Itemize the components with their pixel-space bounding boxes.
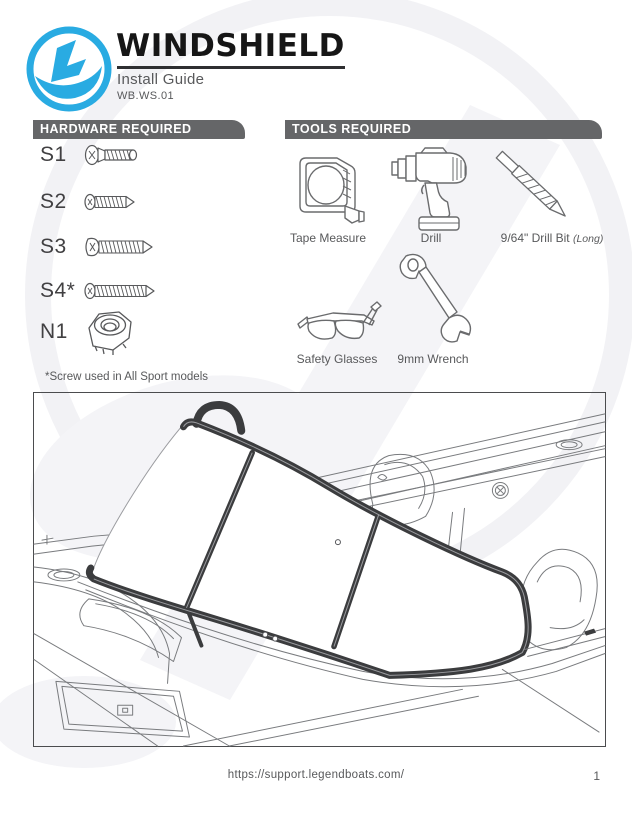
illustration-frame (33, 392, 606, 747)
wrench-icon (398, 252, 478, 350)
tool-label-drill: Drill (420, 231, 442, 245)
windshield-glass (91, 422, 528, 675)
hardware-row-n1 (40, 308, 136, 356)
tape-measure-icon (293, 154, 369, 230)
hardware-id-s3: S3 (40, 235, 67, 258)
hardware-id-s4: S4* (40, 279, 76, 302)
tool-label-wrench: 9mm Wrench (397, 352, 469, 366)
doc-subtitle: Install Guide (117, 71, 205, 88)
flat-head-screw-icon (84, 143, 144, 167)
tool-label-drill-bit: 9/64" Drill Bit (Long) (500, 231, 604, 245)
windshield-on-boat-illustration (34, 393, 605, 746)
support-url: https://support.legendboats.com/ (227, 769, 405, 781)
keps-nut-icon (84, 308, 136, 356)
page-number: 1 (593, 769, 600, 783)
hardware-id-s1: S1 (40, 143, 67, 166)
drill-icon (390, 140, 476, 232)
long-oval-head-screw-icon (84, 281, 156, 301)
hardware-row-s3 (40, 235, 154, 259)
hardware-row-s2 (40, 190, 136, 214)
oval-head-screw-icon (84, 192, 136, 212)
hardware-id-n1: N1 (40, 320, 68, 343)
tools-section-header: TOOLS REQUIRED (285, 120, 602, 139)
doc-code: WB.WS.01 (117, 90, 174, 102)
title-underline (117, 66, 345, 69)
page-title: WINDSHIELD (116, 28, 345, 64)
hardware-row-s1 (40, 143, 144, 167)
drill-bit-icon (487, 140, 579, 232)
logo-l-glyph (51, 40, 86, 82)
hardware-section-header: HARDWARE REQUIRED (33, 120, 245, 139)
tool-label-drill-bit-note: (Long) (572, 233, 604, 245)
pan-head-screw-icon (84, 236, 154, 258)
hardware-id-s2: S2 (40, 190, 67, 213)
legend-boats-logo (26, 26, 112, 112)
tool-label-safety-glasses: Safety Glasses (296, 352, 378, 366)
hardware-row-s4 (40, 279, 156, 303)
hardware-footnote: *Screw used in All Sport models (45, 371, 208, 383)
safety-glasses-icon (294, 294, 380, 348)
tool-label-tape-measure: Tape Measure (289, 231, 367, 245)
